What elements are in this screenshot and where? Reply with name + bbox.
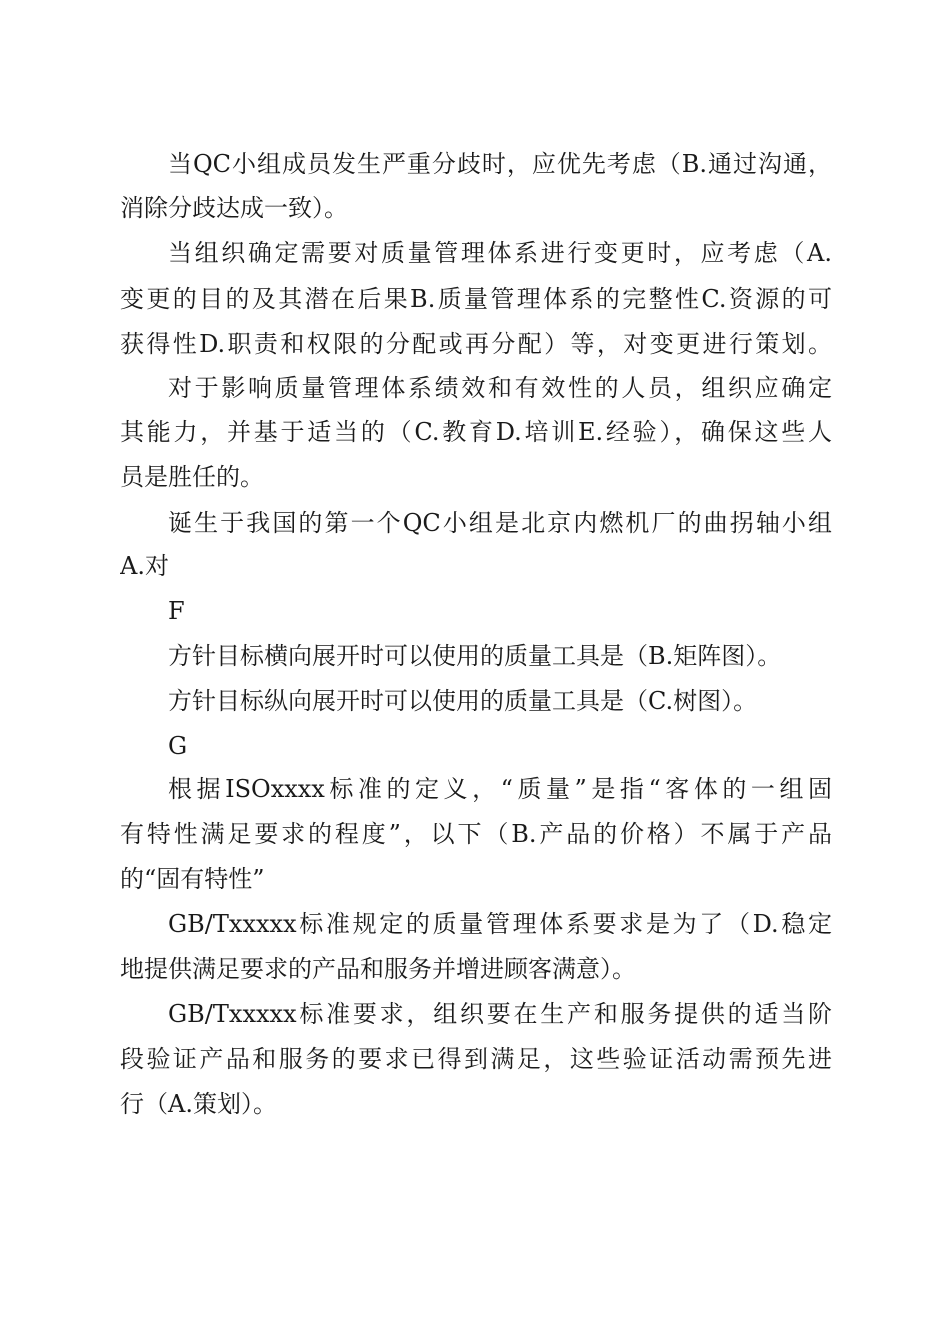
paragraph-3-line-3: 员是胜任的。 [120, 463, 264, 491]
paragraph-5-line-1: 方针目标横向展开时可以使用的质量工具是（B.矩阵图）。 [168, 642, 782, 670]
section-letter-g: G [168, 732, 188, 760]
paragraph-3-line-1: 对于影响质量管理体系绩效和有效性的人员，组织应确定 [168, 374, 832, 402]
paragraph-1-line-1: 当QC小组成员发生严重分歧时，应优先考虑（B.通过沟通， [168, 150, 832, 178]
paragraph-2-line-1: 当组织确定需要对质量管理体系进行变更时，应考虑（A. [168, 239, 832, 267]
paragraph-9-line-1: GB/Txxxxx标准要求，组织要在生产和服务提供的适当阶 [168, 1000, 832, 1028]
paragraph-7-line-3: 的“固有特性” [120, 865, 265, 893]
paragraph-9-line-3: 行（A.策划）。 [120, 1090, 277, 1118]
paragraph-8-line-2: 地提供满足要求的产品和服务并增进顾客满意）。 [120, 955, 636, 983]
paragraph-6-line-1: 方针目标纵向展开时可以使用的质量工具是（C.树图）。 [168, 687, 758, 715]
paragraph-4-line-1: 诞生于我国的第一个QC小组是北京内燃机厂的曲拐轴小组 [168, 509, 832, 537]
paragraph-8-line-1: GB/Txxxxx标准规定的质量管理体系要求是为了（D.稳定 [168, 910, 832, 938]
paragraph-1-line-2: 消除分歧达成一致）。 [120, 194, 348, 222]
paragraph-9-line-2: 段验证产品和服务的要求已得到满足，这些验证活动需预先进 [120, 1045, 832, 1073]
paragraph-7-line-1: 根据ISOxxxx标准的定义，“质量”是指“客体的一组固 [168, 775, 832, 803]
paragraph-3-line-2: 其能力，并基于适当的（C.教育D.培训E.经验），确保这些人 [120, 418, 832, 446]
paragraph-4-line-2: A.对 [120, 552, 169, 580]
paragraph-7-line-2: 有特性满足要求的程度”，以下（B.产品的价格）不属于产品 [120, 820, 832, 848]
paragraph-2-line-2: 变更的目的及其潜在后果B.质量管理体系的完整性C.资源的可 [120, 285, 832, 313]
paragraph-2-line-3: 获得性D.职责和权限的分配或再分配）等，对变更进行策划。 [120, 330, 832, 358]
section-letter-f: F [168, 597, 185, 625]
